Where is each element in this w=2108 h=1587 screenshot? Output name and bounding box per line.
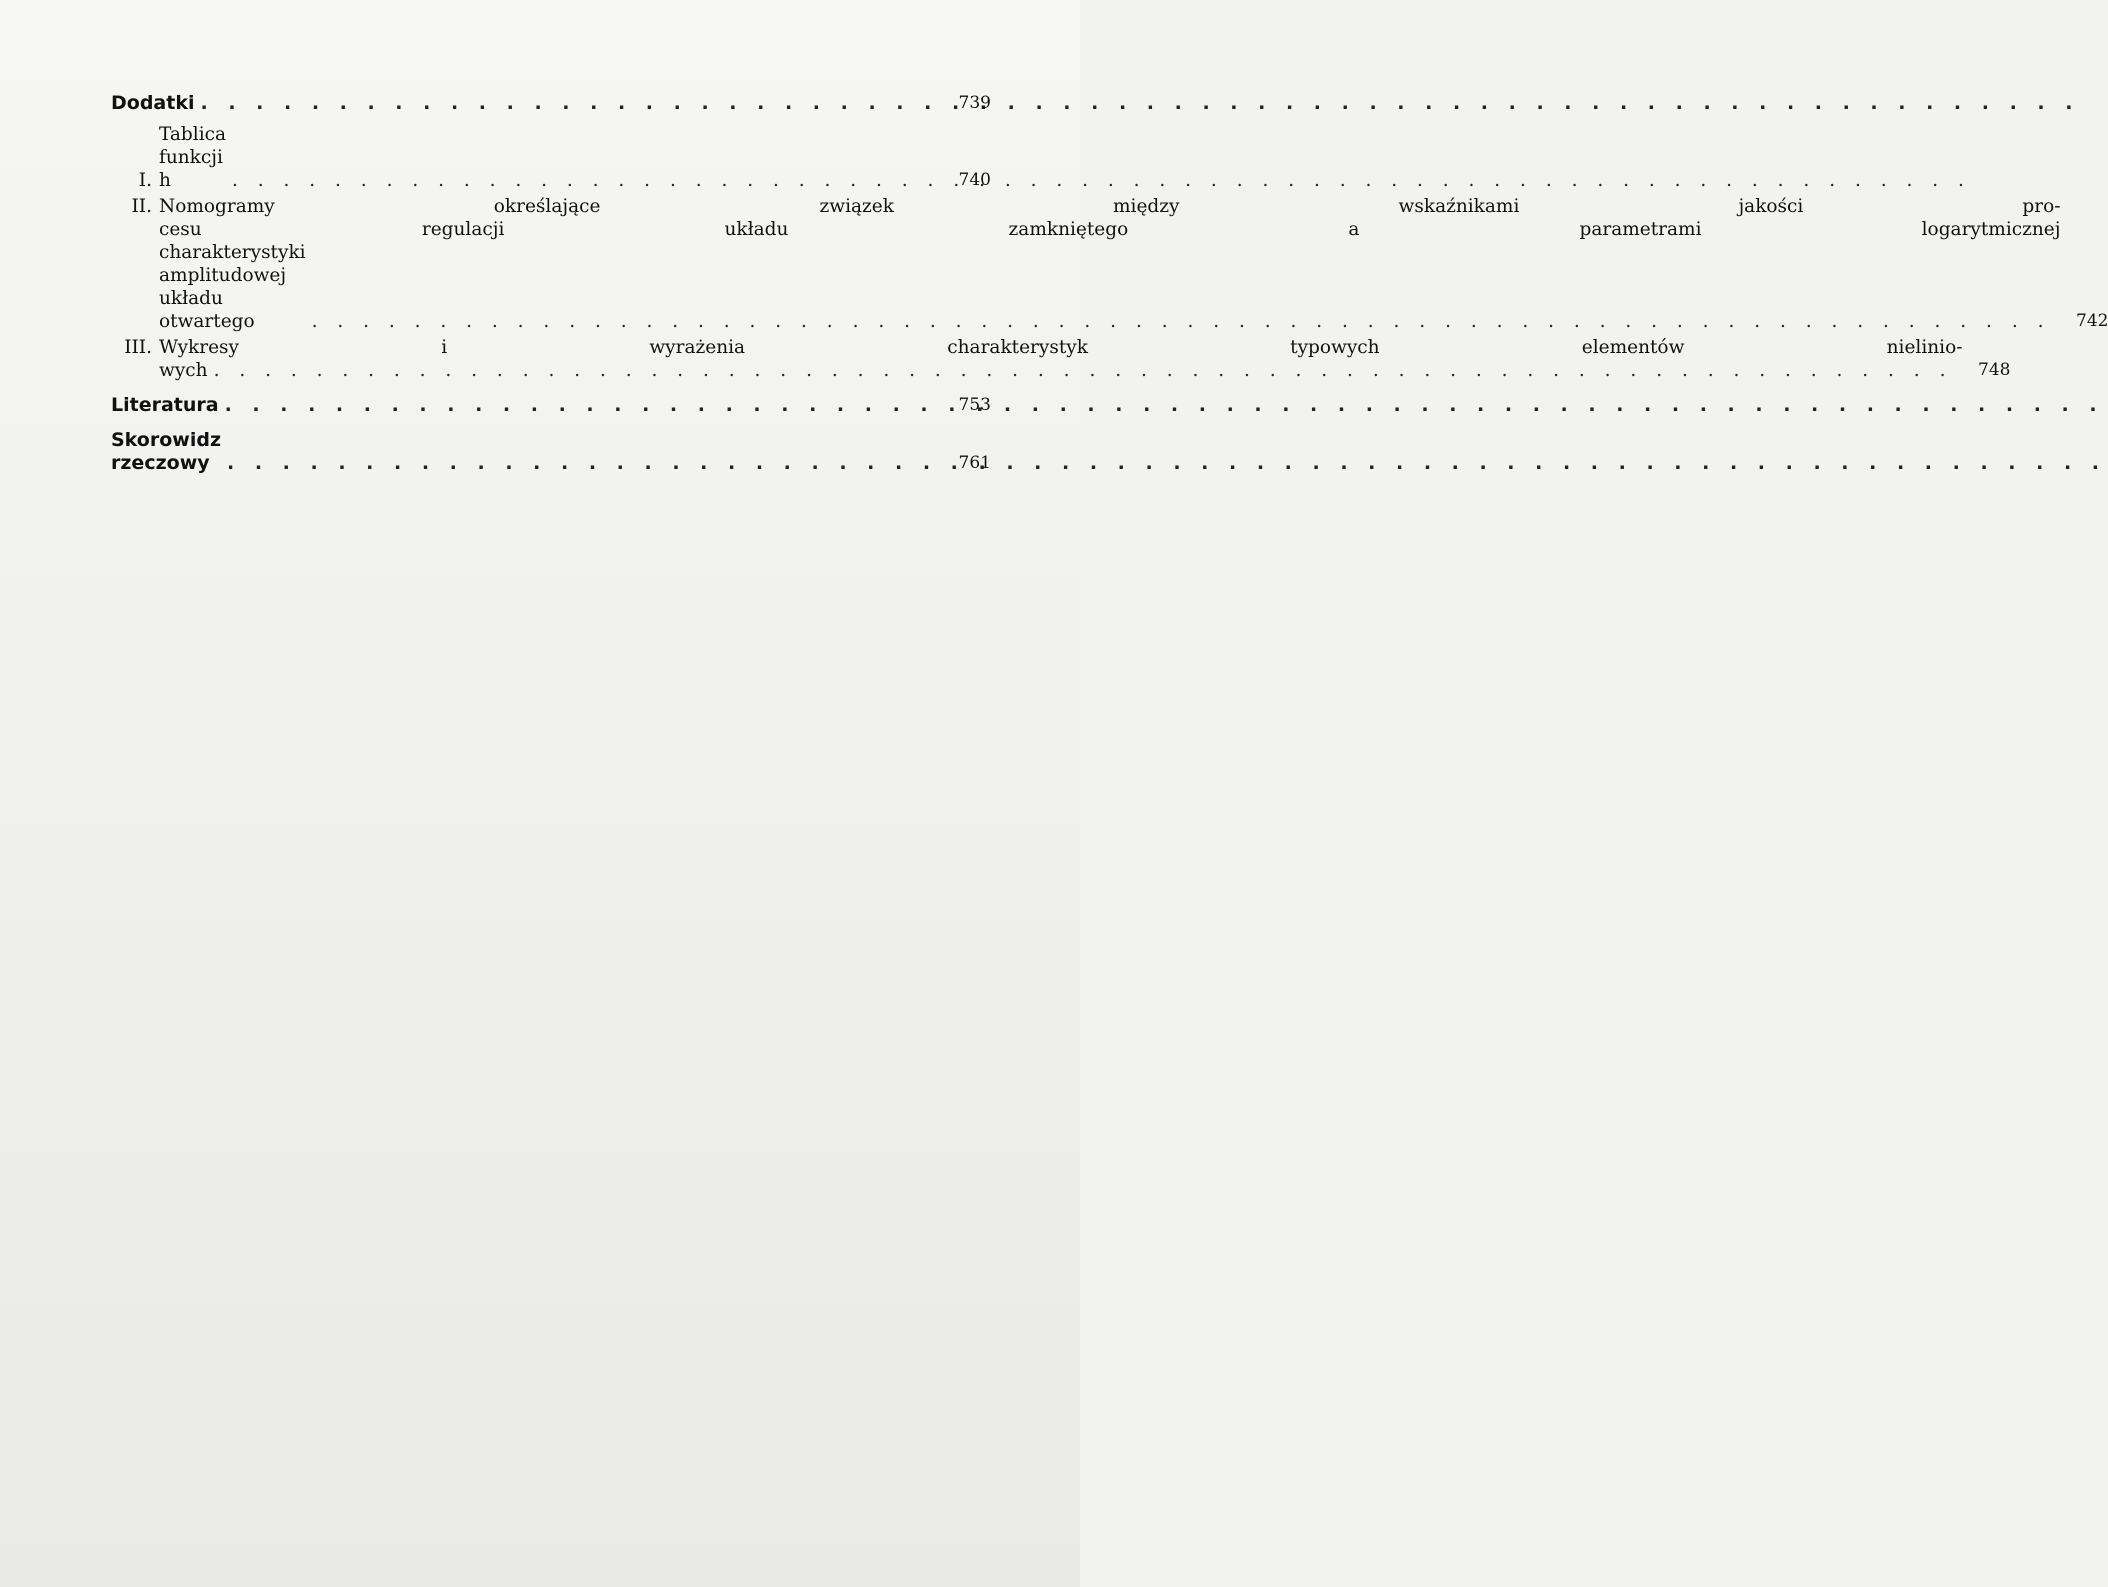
toc-entry-title-line: Nomogramy określające związek między wskaźnikami jakości pro- [159, 196, 2061, 217]
toc-page-number: 761 [958, 453, 991, 473]
toc-page-number: 748 [1978, 360, 2011, 380]
toc-page-number: 753 [958, 395, 991, 415]
toc-page-number: 740 [958, 170, 991, 190]
toc-entry-number: I. [138, 170, 152, 191]
toc-entry-appendix-1 [111, 123, 991, 192]
toc-entry-title: Dodatki [111, 92, 195, 114]
toc-page-number: 739 [958, 93, 991, 113]
dot-leader [312, 310, 2051, 333]
toc-entry-title: Tablica funkcji h [159, 124, 226, 191]
toc-entry-title-line: wych [159, 360, 208, 381]
toc-entry-title-line: charakterystyki amplitudowej układu otwartego [159, 242, 306, 332]
dot-leader [232, 169, 1971, 192]
toc-entry-literatura [111, 394, 991, 417]
table-of-contents [111, 92, 2108, 475]
toc-entry-appendix-3 [111, 336, 2011, 382]
dot-leader [214, 359, 1953, 382]
dot-leader [200, 92, 2079, 115]
toc-page-number: 742 [2076, 311, 2108, 331]
toc-entry-appendix-2 [111, 195, 2108, 333]
toc-entry-skorowidz [111, 429, 991, 475]
toc-entry-title-line: cesu regulacji układu zamkniętego a parametrami logarytmicznej [159, 219, 2061, 240]
toc-entry-number: III. [124, 337, 152, 358]
toc-entry-title: Literatura [111, 394, 219, 416]
toc-entry-dodatki [111, 92, 991, 115]
toc-entry-number: II. [131, 196, 152, 217]
dot-leader [227, 452, 2106, 475]
toc-entry-title-line: Wykresy i wyrażenia charakterystyk typowych elementów nielinio- [159, 337, 1963, 358]
toc-entry-title: Skorowidz rzeczowy [111, 429, 222, 474]
dot-leader [225, 394, 2104, 417]
